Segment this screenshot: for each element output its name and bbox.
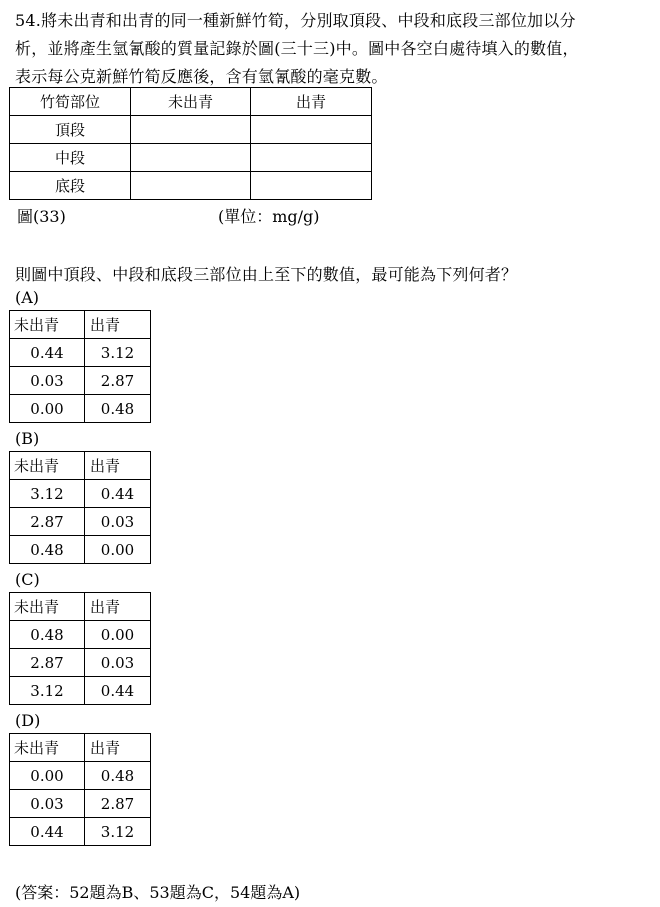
table-row xyxy=(10,734,151,762)
figure-table-cell: 中段 xyxy=(10,144,131,172)
option-cell: 0.00 xyxy=(10,762,85,790)
figure-table-cell: 頂段 xyxy=(10,116,131,144)
option-cell: 2.87 xyxy=(85,367,151,395)
table-row xyxy=(10,593,151,621)
question-line-3: 表示每公克新鮮竹筍反應後，含有氫氰酸的毫克數。 xyxy=(15,67,388,86)
option-header: 未出青 xyxy=(10,311,85,339)
table-row xyxy=(10,144,372,172)
figure-table-cell xyxy=(251,144,372,172)
option-label-a: (A) xyxy=(15,288,40,307)
table-row xyxy=(10,116,372,144)
question-line-1: 54.將未出青和出青的同一種新鮮竹筍，分別取頂段、中段和底段三部位加以分 xyxy=(15,11,576,30)
option-cell: 0.03 xyxy=(10,790,85,818)
figure-table xyxy=(9,87,372,200)
option-cell: 3.12 xyxy=(10,480,85,508)
figure-table-cell xyxy=(131,172,251,200)
figure-table-header: 未出青 xyxy=(131,88,251,116)
figure-table-header-row xyxy=(10,88,372,116)
option-label-d: (D) xyxy=(15,711,41,730)
question-line-2: 析，並將產生氫氰酸的質量記錄於圖(三十三)中。圖中各空白處待填入的數值， xyxy=(15,39,579,58)
figure-table-cell xyxy=(251,116,372,144)
option-cell: 0.00 xyxy=(85,536,151,564)
option-header: 未出青 xyxy=(10,734,85,762)
option-table-c xyxy=(9,592,151,705)
figure-table-header: 竹筍部位 xyxy=(10,88,131,116)
question-prompt: 則圖中頂段、中段和底段三部位由上至下的數值，最可能為下列何者？ xyxy=(15,265,518,284)
option-header: 出青 xyxy=(85,311,151,339)
figure-table-header: 出青 xyxy=(251,88,372,116)
option-cell: 0.44 xyxy=(85,480,151,508)
table-row xyxy=(10,480,151,508)
option-table-d xyxy=(9,733,151,846)
option-cell: 2.87 xyxy=(85,790,151,818)
option-cell: 2.87 xyxy=(10,649,85,677)
table-row xyxy=(10,508,151,536)
option-cell: 2.87 xyxy=(10,508,85,536)
table-row xyxy=(10,790,151,818)
option-cell: 0.00 xyxy=(85,621,151,649)
option-label-b: (B) xyxy=(15,429,40,448)
option-cell: 0.48 xyxy=(85,762,151,790)
option-cell: 3.12 xyxy=(10,677,85,705)
figure-table-cell xyxy=(131,116,251,144)
option-label-c: (C) xyxy=(15,570,40,589)
option-cell: 0.00 xyxy=(10,395,85,423)
table-row xyxy=(10,677,151,705)
table-row xyxy=(10,536,151,564)
table-row xyxy=(10,621,151,649)
figure-table-cell: 底段 xyxy=(10,172,131,200)
table-row xyxy=(10,311,151,339)
option-table-a xyxy=(9,310,151,423)
table-row xyxy=(10,649,151,677)
option-cell: 0.48 xyxy=(10,621,85,649)
option-header: 未出青 xyxy=(10,452,85,480)
option-cell: 0.03 xyxy=(85,649,151,677)
option-table-b xyxy=(9,451,151,564)
option-cell: 0.44 xyxy=(85,677,151,705)
figure-table-cell xyxy=(131,144,251,172)
table-row xyxy=(10,367,151,395)
option-header: 出青 xyxy=(85,734,151,762)
option-cell: 3.12 xyxy=(85,818,151,846)
figure-caption: 圖(33) xyxy=(17,207,66,226)
figure-unit: (單位：mg/g) xyxy=(218,207,320,226)
figure-table-cell xyxy=(251,172,372,200)
table-row xyxy=(10,452,151,480)
answer-text: (答案：52題為B、53題為C，54題為A) xyxy=(15,883,301,902)
option-cell: 0.44 xyxy=(10,339,85,367)
table-row xyxy=(10,762,151,790)
option-header: 出青 xyxy=(85,593,151,621)
option-cell: 0.44 xyxy=(10,818,85,846)
option-cell: 0.48 xyxy=(85,395,151,423)
option-cell: 0.48 xyxy=(10,536,85,564)
option-cell: 0.03 xyxy=(85,508,151,536)
option-cell: 0.03 xyxy=(10,367,85,395)
table-row xyxy=(10,339,151,367)
table-row xyxy=(10,818,151,846)
option-header: 出青 xyxy=(85,452,151,480)
table-row xyxy=(10,395,151,423)
option-header: 未出青 xyxy=(10,593,85,621)
option-cell: 3.12 xyxy=(85,339,151,367)
table-row xyxy=(10,172,372,200)
